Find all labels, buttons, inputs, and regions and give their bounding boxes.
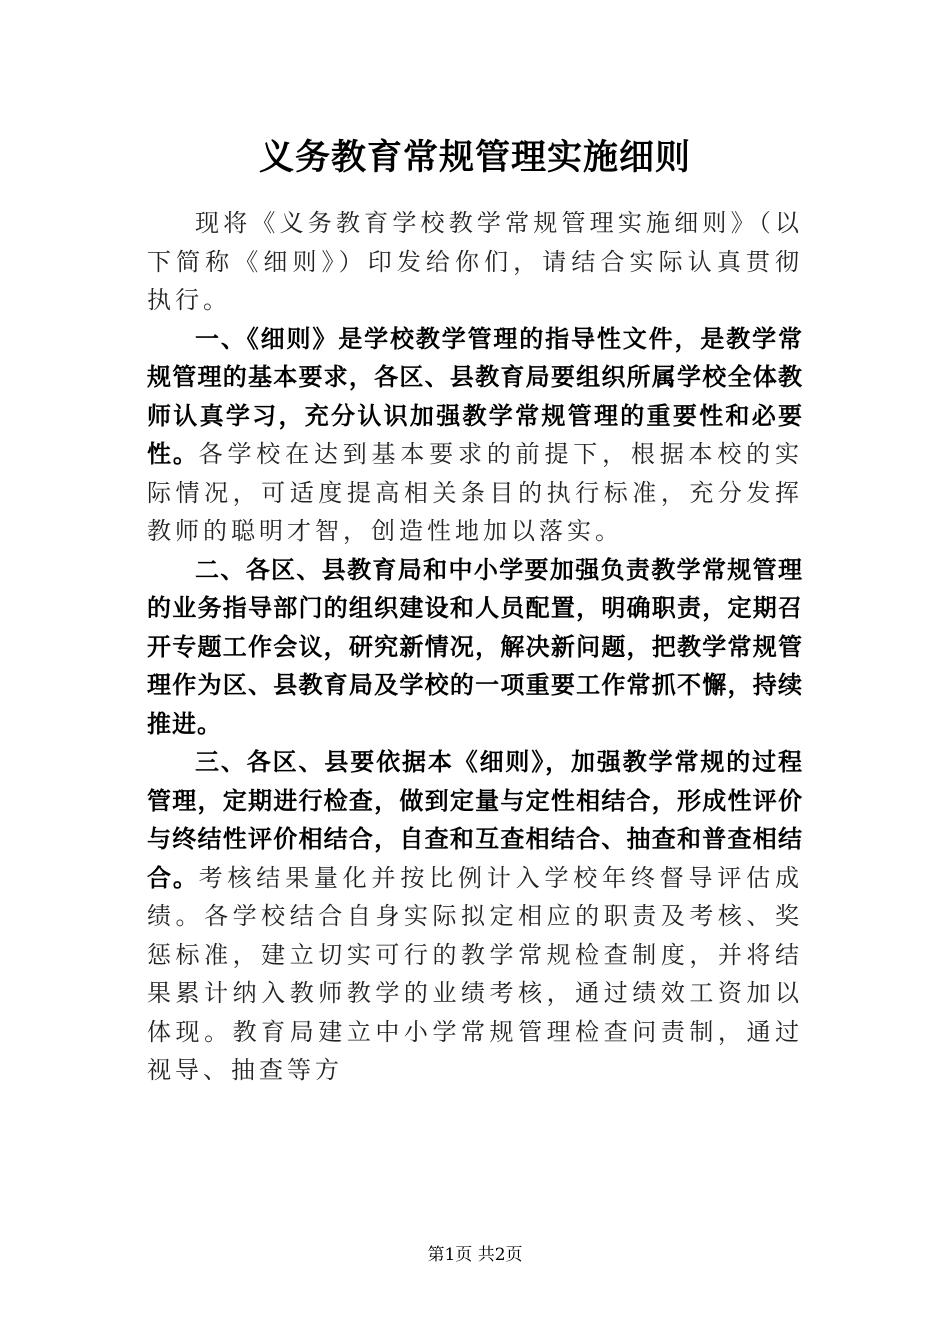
paragraph-item-2-bold-text: 二、各区、县教育局和中小学要加强负责教学常规管理的业务指导部门的组织建设和人员配置，明确职责，定期召开专题工作会议，研究新情况，解决新问题，把教学常规管理作为区、县教育局及学校的一项重要工作常抓不懈，持续推进。 — [147, 555, 803, 738]
paragraph-item-1 — [147, 320, 803, 551]
paragraph-item-3 — [147, 743, 803, 1090]
paragraph-intro — [147, 204, 803, 320]
paragraph-item-1-text: 各学校在达到基本要求的前提下，根据本校的实际情况，可适度提高相关条目的执行标准，充分发挥教师的聪明才智，创造性地加以落实。 — [147, 440, 804, 545]
paragraph-item-1-bold-text: 一、《细则》是学校教学管理的指导性文件，是教学常规管理的基本要求，各区、县教育局要组织所属学校全体教师认真学习，充分认识加强教学常规管理的重要性和必要性。 — [147, 324, 803, 468]
paragraph-item-3-text: 考核结果量化并按比例计入学校年终督导评估成绩。各学校结合自身实际拟定相应的职责及考核、奖惩标准，建立切实可行的教学常规检查制度，并将结果累计纳入教师教学的业绩考核，通过绩效工资加以体现。教育局建立中小学常规管理检查问责制，通过视导、抽查等方 — [147, 863, 804, 1084]
paragraph-intro-text: 现将《义务教育学校教学常规管理实施细则》（以下简称《细则》）印发给你们，请结合实际认真贯彻执行。 — [147, 209, 803, 314]
document-body — [147, 204, 803, 1090]
paragraph-item-2 — [147, 551, 803, 744]
paragraph-item-3-bold-text: 三、各区、县要依据本《细则》，加强教学常规的过程管理，定期进行检查，做到定量与定性相结合，形成性评价与终结性评价相结合，自查和互查相结合、抽查和普查相结合。 — [147, 748, 803, 892]
page-number-footer: 第1页 共2页 — [427, 1245, 523, 1265]
document-title: 义务教育常规管理实施细则 — [258, 137, 691, 178]
